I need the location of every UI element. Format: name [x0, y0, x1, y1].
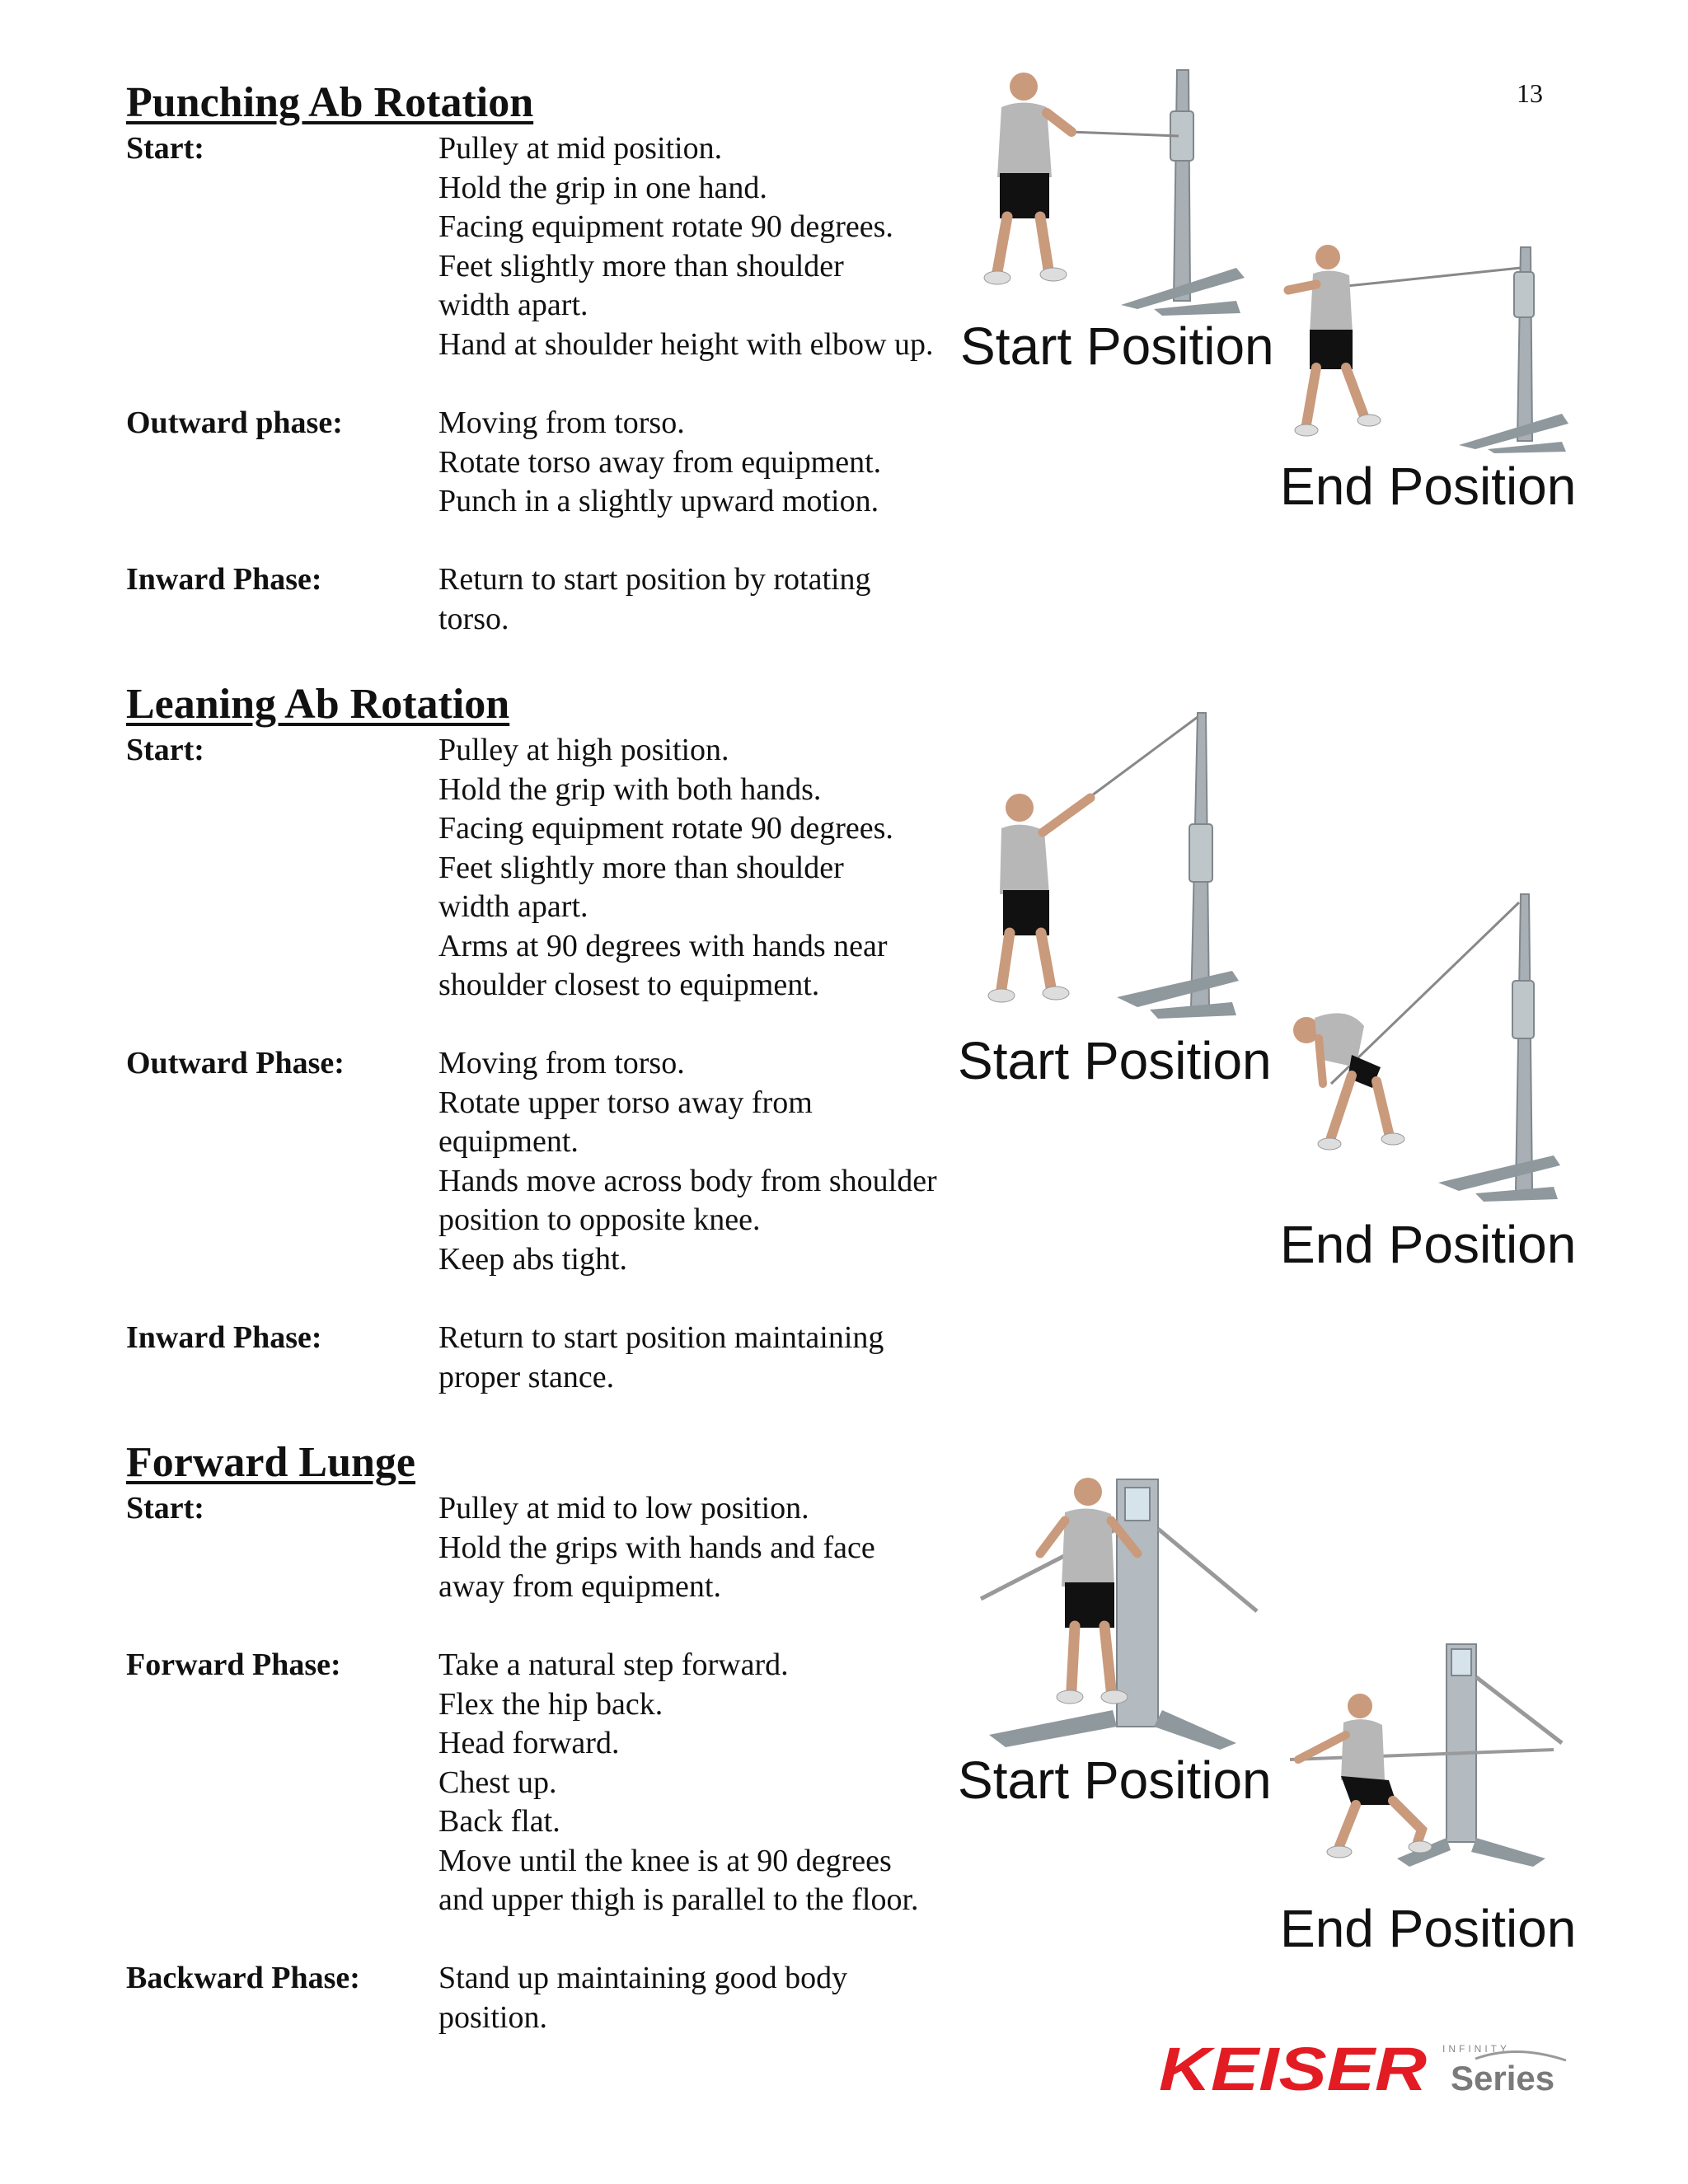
row-instructions [438, 1319, 966, 1397]
row-instructions [438, 1489, 966, 1607]
start-position-illustration [973, 62, 1269, 317]
instruction-line: Moving from torso. [438, 1046, 685, 1080]
instruction-line: Facing equipment rotate 90 degrees. [438, 209, 893, 244]
instruction-line: Hand at shoulder height with elbow up. [438, 326, 934, 362]
cable-machine [1121, 70, 1245, 316]
row-instructions [438, 731, 966, 1005]
row-instructions [438, 1044, 966, 1279]
instruction-line: Pulley at mid position. [438, 131, 723, 166]
instruction-line: Stand up maintaining good body [438, 1961, 848, 1995]
instruction-line: width apart. [438, 288, 588, 322]
cable-machine [1117, 713, 1239, 1019]
row-label: Start: [126, 131, 204, 166]
start-position-illustration [973, 1463, 1269, 1751]
instruction-line: Return to start position by rotating [438, 562, 871, 597]
instruction-line: Feet slightly more than shoulder [438, 248, 844, 284]
row-instructions [438, 1646, 966, 1920]
logo-sub-big: Series [1451, 2059, 1555, 2097]
instruction-line: width apart. [438, 889, 588, 924]
row-label: Outward phase: [126, 405, 343, 440]
page-number: 13 [1517, 78, 1543, 108]
instruction-line: Punch in a slightly upward motion. [438, 484, 879, 518]
row-label: Start: [126, 1491, 204, 1526]
end-position-caption: End Position [1280, 1215, 1577, 1274]
athlete-figure [1293, 1013, 1404, 1150]
row-instructions [438, 129, 966, 364]
instruction-line: Head forward. [438, 1726, 620, 1760]
logo-brand: KEISER [1159, 2036, 1427, 2102]
instruction-line: Facing equipment rotate 90 degrees. [438, 811, 893, 846]
instruction-line: Feet slightly more than shoulder [438, 850, 844, 885]
instruction-line: shoulder closest to equipment. [438, 968, 820, 1002]
end-position-caption: End Position [1280, 457, 1577, 516]
section-title-punching-ab-rotation: Punching Ab Rotation [126, 79, 534, 126]
athlete-figure [988, 794, 1090, 1002]
instruction-line: Take a natural step forward. [438, 1647, 789, 1682]
row-instructions [438, 560, 966, 639]
section-title-forward-lunge: Forward Lunge [126, 1439, 415, 1486]
instruction-line: Flex the hip back. [438, 1686, 663, 1722]
instruction-line: Hold the grip in one hand. [438, 170, 767, 205]
end-position-illustration [1273, 239, 1570, 453]
end-position-illustration [1273, 1636, 1570, 1883]
athlete-figure [1298, 1694, 1432, 1858]
instruction-line: Rotate upper torso away from [438, 1085, 813, 1120]
instruction-line: position to opposite knee. [438, 1202, 761, 1237]
instruction-line: Pulley at high position. [438, 733, 729, 767]
instruction-line: Arms at 90 degrees with hands near [438, 928, 888, 963]
cable-machine [1438, 894, 1560, 1202]
start-position-illustration [985, 709, 1257, 1022]
row-label: Backward Phase: [126, 1961, 360, 1995]
athlete-figure [1288, 245, 1381, 436]
instruction-line: position. [438, 1999, 547, 2035]
row-instructions [438, 404, 966, 522]
instruction-line: Chest up. [438, 1765, 557, 1800]
instruction-line: and upper thigh is parallel to the floor. [438, 1882, 919, 1917]
keiser-logo [1154, 2036, 1582, 2102]
row-label: Inward Phase: [126, 1320, 322, 1355]
cable-machine [981, 1479, 1257, 1750]
start-position-caption: Start Position [958, 1750, 1272, 1810]
instruction-line: Move until the knee is at 90 degrees [438, 1843, 892, 1878]
end-position-illustration [1273, 890, 1570, 1203]
start-position-caption: Start Position [958, 1031, 1272, 1090]
end-position-caption: End Position [1280, 1899, 1577, 1958]
cable-machine [1459, 247, 1568, 453]
logo-sub-small: INFINITY [1442, 2043, 1510, 2055]
instruction-line: proper stance. [438, 1359, 615, 1394]
row-label: Outward Phase: [126, 1046, 345, 1080]
section-title-leaning-ab-rotation: Leaning Ab Rotation [126, 681, 510, 728]
instruction-line: equipment. [438, 1124, 579, 1159]
instruction-line: away from equipment. [438, 1569, 721, 1604]
instruction-line: Pulley at mid to low position. [438, 1491, 809, 1526]
instruction-line: torso. [438, 601, 509, 636]
athlete-figure [984, 73, 1071, 284]
row-instructions [438, 1959, 966, 2037]
instruction-line: Hold the grip with both hands. [438, 771, 822, 807]
start-position-caption: Start Position [960, 316, 1274, 376]
row-label: Start: [126, 733, 204, 767]
instruction-line: Moving from torso. [438, 405, 685, 440]
instruction-line: Rotate torso away from equipment. [438, 444, 882, 480]
instruction-line: Back flat. [438, 1804, 560, 1839]
instruction-line: Return to start position maintaining [438, 1320, 884, 1355]
instruction-line: Keep abs tight. [438, 1241, 628, 1277]
instruction-line: Hold the grips with hands and face [438, 1530, 875, 1565]
row-label: Inward Phase: [126, 562, 322, 597]
instruction-line: Hands move across body from shoulder [438, 1163, 937, 1198]
row-label: Forward Phase: [126, 1647, 341, 1682]
